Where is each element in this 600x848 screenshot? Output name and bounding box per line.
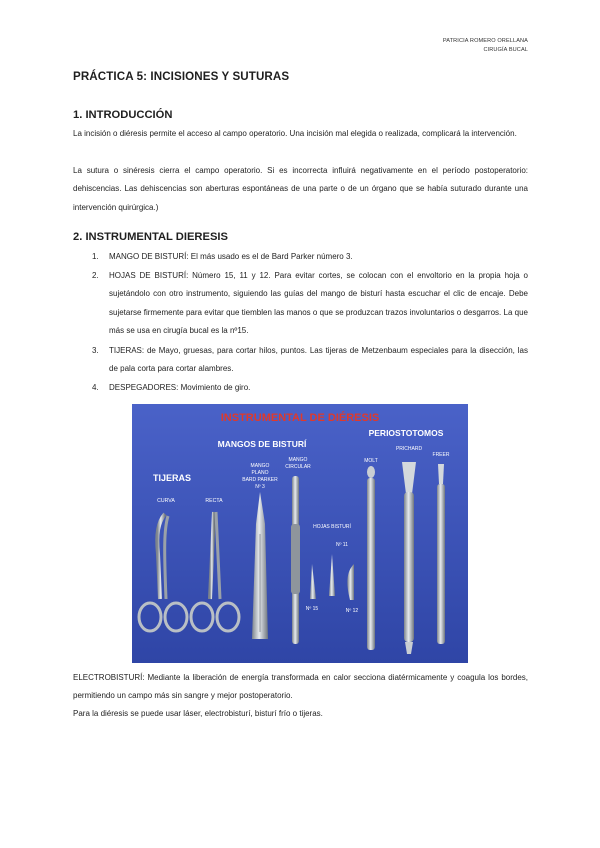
intro-paragraph-2: La sutura o sinéresis cierra el campo operatorio. Si es incorrecta influirá negativamente en el período postoperatorio: dehiscencias. Las dehiscencias son aberturas espontáneas de una parte o de un órgano que se había suturado durante una intervención quirúrgica.) bbox=[73, 166, 528, 212]
figure-label-mango-plano-2: PLANO bbox=[251, 470, 269, 476]
figure-label-tijeras: TIJERAS bbox=[152, 473, 192, 483]
figure-label-n12: Nº 12 bbox=[345, 608, 359, 614]
instruments-illustration bbox=[132, 404, 468, 663]
figure-label-n11: Nº 11 bbox=[335, 542, 349, 548]
dieresis-summary-paragraph: Para la diéresis se puede usar láser, electrobisturí, bisturí frío o tijeras. bbox=[73, 709, 323, 718]
list-item bbox=[92, 379, 528, 397]
figure-label-recta: RECTA bbox=[205, 498, 223, 504]
list-item-text: HOJAS DE BISTURÍ: Número 15, 11 y 12. Para evitar cortes, se colocan con el envoltorio en la propia hoja o sujetándolo con otro instrumento, siguiendo las guías del mango de bisturí hasta escuchar el clic de encaje. Debe sujetarse firmemente para evitar que tiemblen las manos o que se produzcan trazos involuntarios o desgarros. La que más se usa en cirugía bucal es la nº15. bbox=[109, 271, 528, 335]
section-heading-introduccion: 1. INTRODUCCIÓN bbox=[73, 109, 173, 121]
figure-label-molt: MOLT bbox=[364, 458, 378, 464]
figure-label-freer: FREER bbox=[432, 452, 450, 458]
figure-label-hojas: HOJAS BISTURÍ bbox=[313, 524, 351, 530]
document-title: PRÁCTICA 5: INCISIONES Y SUTURAS bbox=[73, 70, 290, 83]
figure-label-mango-circular-1: MANGO bbox=[288, 457, 308, 463]
figure-label-periostotomos: PERIOSTOTOMOS bbox=[368, 428, 444, 438]
page-header bbox=[443, 37, 528, 55]
list-item-number: 4. bbox=[92, 383, 99, 392]
electrobisturi-paragraph: ELECTROBISTURÍ: Mediante la liberación de energía transformada en calor secciona diatérmicamente y coagula los bordes, permitiendo un campo más sin sangre y mejor postoperatorio. bbox=[73, 673, 528, 701]
list-item bbox=[92, 267, 528, 340]
section-heading-instrumental: 2. INSTRUMENTAL DIERESIS bbox=[73, 231, 228, 243]
list-item bbox=[92, 248, 528, 266]
figure-label-n15: Nº 15 bbox=[305, 606, 319, 612]
list-item-text: MANGO DE BISTURÍ: El más usado es el de Bard Parker número 3. bbox=[109, 252, 353, 261]
list-item-text: DESPEGADORES: Movimiento de giro. bbox=[109, 383, 251, 392]
header-author: PATRICIA ROMERO ORELLANA bbox=[442, 38, 528, 44]
list-item bbox=[92, 342, 528, 379]
figure-label-mango-plano-1: MANGO bbox=[250, 463, 270, 469]
figure-title: INSTRUMENTAL DE DIÉRESIS bbox=[220, 412, 380, 424]
round-scalpel-handle bbox=[291, 476, 300, 644]
figure-label-mangos: MANGOS DE BISTURÍ bbox=[217, 439, 307, 449]
list-item-number: 1. bbox=[92, 252, 99, 261]
freer-elevator bbox=[437, 464, 445, 644]
figure-label-mango-circular-2: CIRCULAR bbox=[285, 464, 311, 470]
list-item-number: 2. bbox=[92, 271, 99, 280]
header-subject: CIRUGÍA BUCAL bbox=[483, 47, 528, 53]
figure-label-prichard: PRICHARD bbox=[395, 446, 423, 452]
figure-label-curva: CURVA bbox=[157, 498, 175, 504]
list-item-text: TIJERAS: de Mayo, gruesas, para cortar hilos, puntos. Las tijeras de Metzenbaum especiales para la disección, las de pala corta para cortar alambres. bbox=[109, 346, 528, 374]
figure-label-mango-plano-4: Nº 3 bbox=[255, 484, 265, 490]
figure-label-mango-plano-3: BARD PARKER bbox=[242, 477, 278, 483]
instruments-photo bbox=[132, 404, 468, 663]
molt-elevator bbox=[367, 466, 375, 650]
intro-paragraph-1: La incisión o diéresis permite el acceso al campo operatorio. Una incisión mal elegida o realizada, complicará la intervención. bbox=[73, 129, 517, 138]
list-item-number: 3. bbox=[92, 346, 99, 355]
